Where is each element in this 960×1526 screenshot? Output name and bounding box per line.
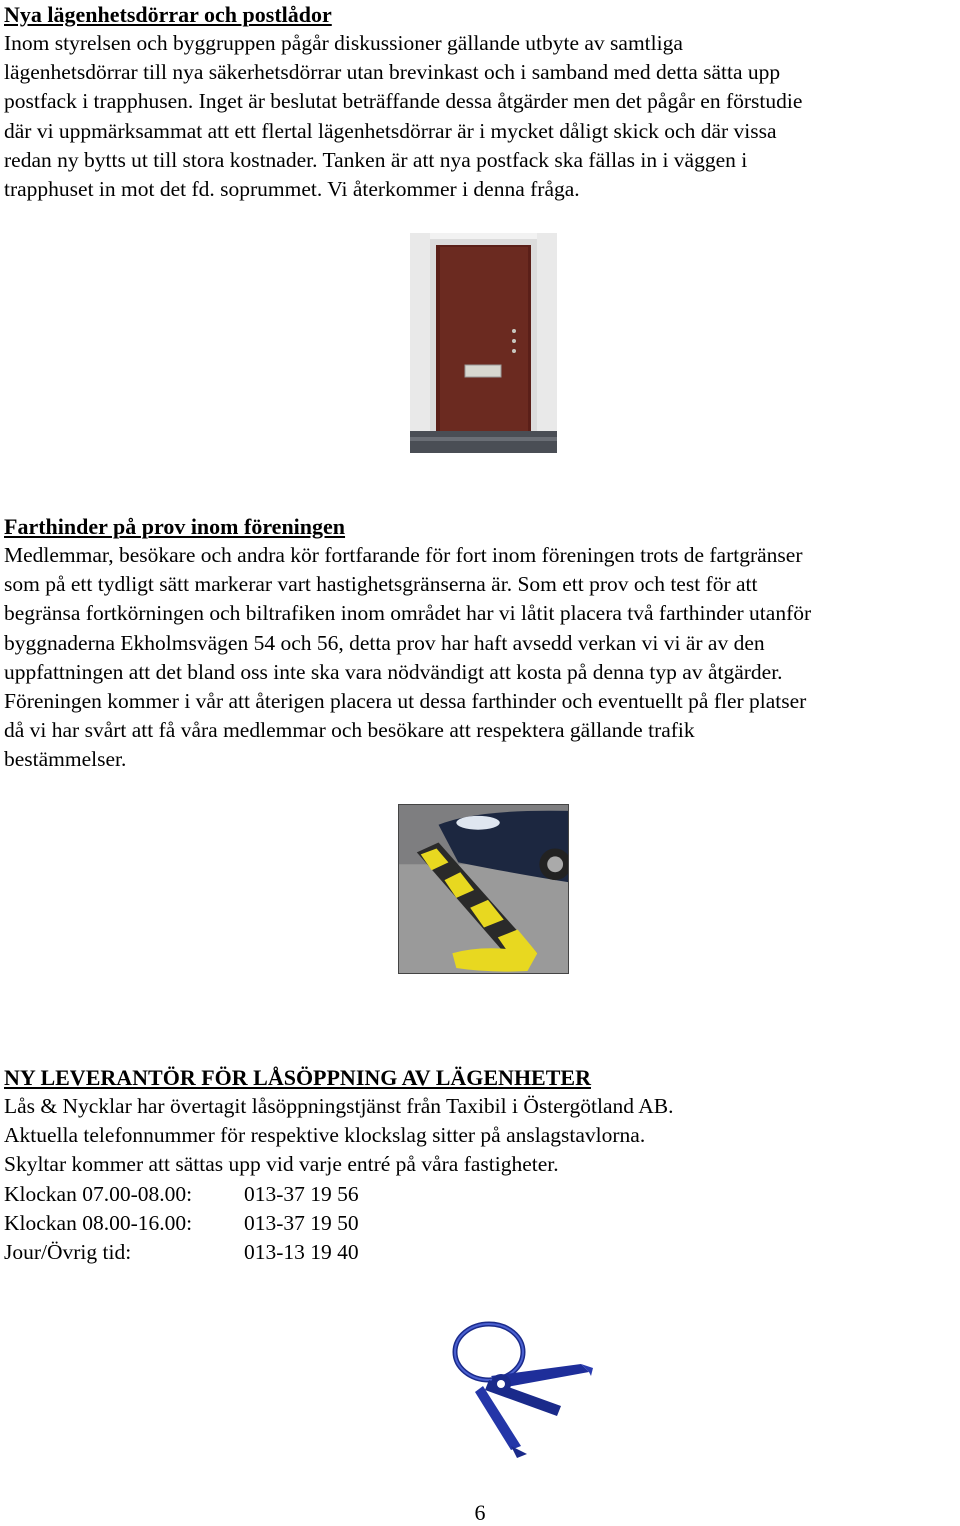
phone-row <box>4 1209 954 1238</box>
phone-label: Klockan 07.00-08.00: <box>4 1181 193 1206</box>
text-line: byggnaderna Ekholmsvägen 54 och 56, detta prov har haft avsedd verkan vi vi är av den <box>4 630 765 655</box>
section-heading-speed-bumps: Farthinder på prov inom föreningen <box>4 514 346 539</box>
phone-number: 013-37 19 56 <box>244 1181 359 1206</box>
phone-label: Jour/Övrig tid: <box>4 1240 132 1265</box>
text-line: begränsa fortkörningen och biltrafiken inom området har vi låtit placera två farthinder utanför <box>4 601 812 626</box>
door-photo <box>410 233 557 453</box>
text-line: där vi uppmärksammat att ett flertal lägenhetsdörrar är i mycket dåligt skick och där vissa <box>4 118 777 143</box>
phone-number: 013-13 19 40 <box>244 1240 359 1265</box>
text-line: Aktuella telefonnummer för respektive klockslag sitter på anslagstavlorna. <box>4 1123 646 1148</box>
text-line: Föreningen kommer i vår att återigen placera ut dessa farthinder och eventuellt på fler platser <box>4 689 807 714</box>
section-speed-bumps <box>4 512 954 775</box>
text-line: uppfattningen att det bland oss inte ska vara nödvändigt att kosta på denna typ av åtgärder. <box>4 659 783 684</box>
phone-row <box>4 1238 954 1267</box>
text-line: då vi har svårt att få våra medlemmar och besökare att respektera gällande trafik <box>4 718 695 743</box>
text-line: Skyltar kommer att sättas upp vid varje entré på våra fastigheter. <box>4 1152 559 1177</box>
section-body-doors <box>4 29 954 204</box>
section-heading-locksmith: NY LEVERANTÖR FÖR LÅSÖPPNING AV LÄGENHETER <box>4 1065 591 1090</box>
phone-list <box>4 1180 954 1268</box>
text-line: postfack i trapphusen. Inget är beslutat beträffande dessa åtgärder men det pågår en förstudie <box>4 89 803 114</box>
text-line: trapphuset in mot det fd. soprummet. Vi återkommer i denna fråga. <box>4 177 580 202</box>
text-line: lägenhetsdörrar till nya säkerhetsdörrar utan brevinkast och i samband med detta sätta upp <box>4 60 781 85</box>
speed-bump-photo <box>398 804 569 974</box>
section-locksmith <box>4 1063 954 1267</box>
section-doors <box>4 0 954 204</box>
text-line: redan ny bytts ut till stora kostnader. Tanken är att nya postfack ska fällas in i väggen i <box>4 147 748 172</box>
section-body-speed-bumps <box>4 541 954 775</box>
section-heading-doors: Nya lägenhetsdörrar och postlådor <box>4 2 332 27</box>
text-line: som på ett tydligt sätt markerar vart hastighetsgränserna är. Som ett prov och test för att <box>4 572 758 597</box>
phone-label: Klockan 08.00-16.00: <box>4 1210 193 1235</box>
keys-illustration <box>431 1296 612 1460</box>
phone-number: 013-37 19 50 <box>244 1210 359 1235</box>
text-line: Lås & Nycklar har övertagit låsöppningstjänst från Taxibil i Östergötland AB. <box>4 1094 674 1118</box>
text-line: Medlemmar, besökare och andra kör fortfarande för fort inom föreningen trots de fartgränser <box>4 543 803 567</box>
text-line: bestämmelser. <box>4 747 127 772</box>
phone-row <box>4 1180 954 1209</box>
section-body-locksmith <box>4 1092 954 1180</box>
text-line: Inom styrelsen och byggruppen pågår diskussioner gällande utbyte av samtliga <box>4 31 683 55</box>
page-number: 6 <box>474 1500 486 1525</box>
